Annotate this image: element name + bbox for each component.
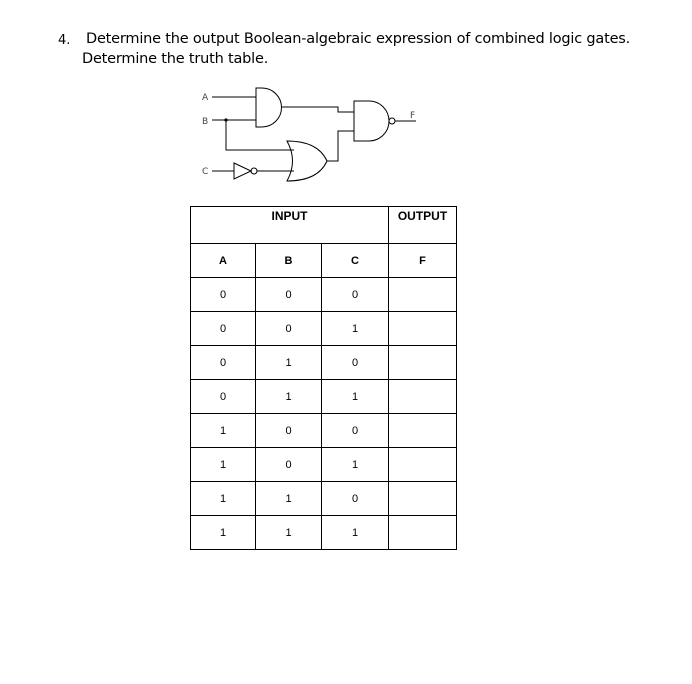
- question-text-line1: Determine the output Boolean-algebraic expression of combined logic gates.: [86, 31, 631, 47]
- cell-b: 0: [256, 414, 322, 448]
- question-number: 4.: [58, 33, 71, 48]
- table-row: [191, 312, 457, 346]
- cell-f-output[interactable]: [389, 482, 457, 516]
- cell-f-output[interactable]: [389, 346, 457, 380]
- wire-or-output: [327, 131, 354, 161]
- cell-b: 1: [256, 516, 322, 550]
- not-gate: [234, 163, 251, 179]
- column-header-f: F: [389, 244, 457, 278]
- or-gate: [287, 141, 327, 181]
- cell-c: 1: [322, 448, 389, 482]
- cell-a: 0: [191, 278, 256, 312]
- label-f: F: [410, 111, 416, 121]
- group-header-row: [191, 207, 457, 244]
- column-header-c: C: [322, 244, 389, 278]
- table-row: [191, 448, 457, 482]
- column-header-a: A: [191, 244, 256, 278]
- cell-a: 0: [191, 346, 256, 380]
- table-row: [191, 278, 457, 312]
- cell-f-output[interactable]: [389, 278, 457, 312]
- cell-b: 1: [256, 482, 322, 516]
- nand-bubble: [389, 118, 395, 124]
- cell-a: 1: [191, 414, 256, 448]
- cell-a: 0: [191, 380, 256, 414]
- output-header: OUTPUT: [389, 207, 457, 244]
- cell-b: 0: [256, 278, 322, 312]
- cell-c: 0: [322, 482, 389, 516]
- cell-a: 1: [191, 516, 256, 550]
- cell-b: 0: [256, 312, 322, 346]
- cell-b: 1: [256, 380, 322, 414]
- label-a: A: [202, 93, 209, 103]
- cell-c: 0: [322, 414, 389, 448]
- table-row: [191, 346, 457, 380]
- table-row: [191, 414, 457, 448]
- cell-c: 1: [322, 516, 389, 550]
- cell-b: 0: [256, 448, 322, 482]
- and-gate: [256, 88, 282, 127]
- cell-a: 1: [191, 448, 256, 482]
- question-text-line2: Determine the truth table.: [82, 51, 269, 67]
- input-header: INPUT: [191, 207, 389, 244]
- nand-gate: [354, 101, 389, 141]
- truth-table: [190, 206, 457, 550]
- column-header-b: B: [256, 244, 322, 278]
- column-header-row: [191, 244, 457, 278]
- cell-c: 0: [322, 346, 389, 380]
- cell-c: 0: [322, 278, 389, 312]
- cell-a: 0: [191, 312, 256, 346]
- cell-f-output[interactable]: [389, 312, 457, 346]
- junction-dot: [224, 118, 227, 121]
- wire-b-branch: [226, 120, 294, 150]
- cell-f-output[interactable]: [389, 516, 457, 550]
- table-row: [191, 482, 457, 516]
- table-row: [191, 516, 457, 550]
- cell-f-output[interactable]: [389, 380, 457, 414]
- cell-c: 1: [322, 380, 389, 414]
- cell-f-output[interactable]: [389, 414, 457, 448]
- cell-c: 1: [322, 312, 389, 346]
- cell-b: 1: [256, 346, 322, 380]
- cell-f-output[interactable]: [389, 448, 457, 482]
- label-b: B: [202, 117, 209, 127]
- label-c: C: [202, 167, 209, 177]
- cell-a: 1: [191, 482, 256, 516]
- wire-and-output: [281, 107, 354, 112]
- table-row: [191, 380, 457, 414]
